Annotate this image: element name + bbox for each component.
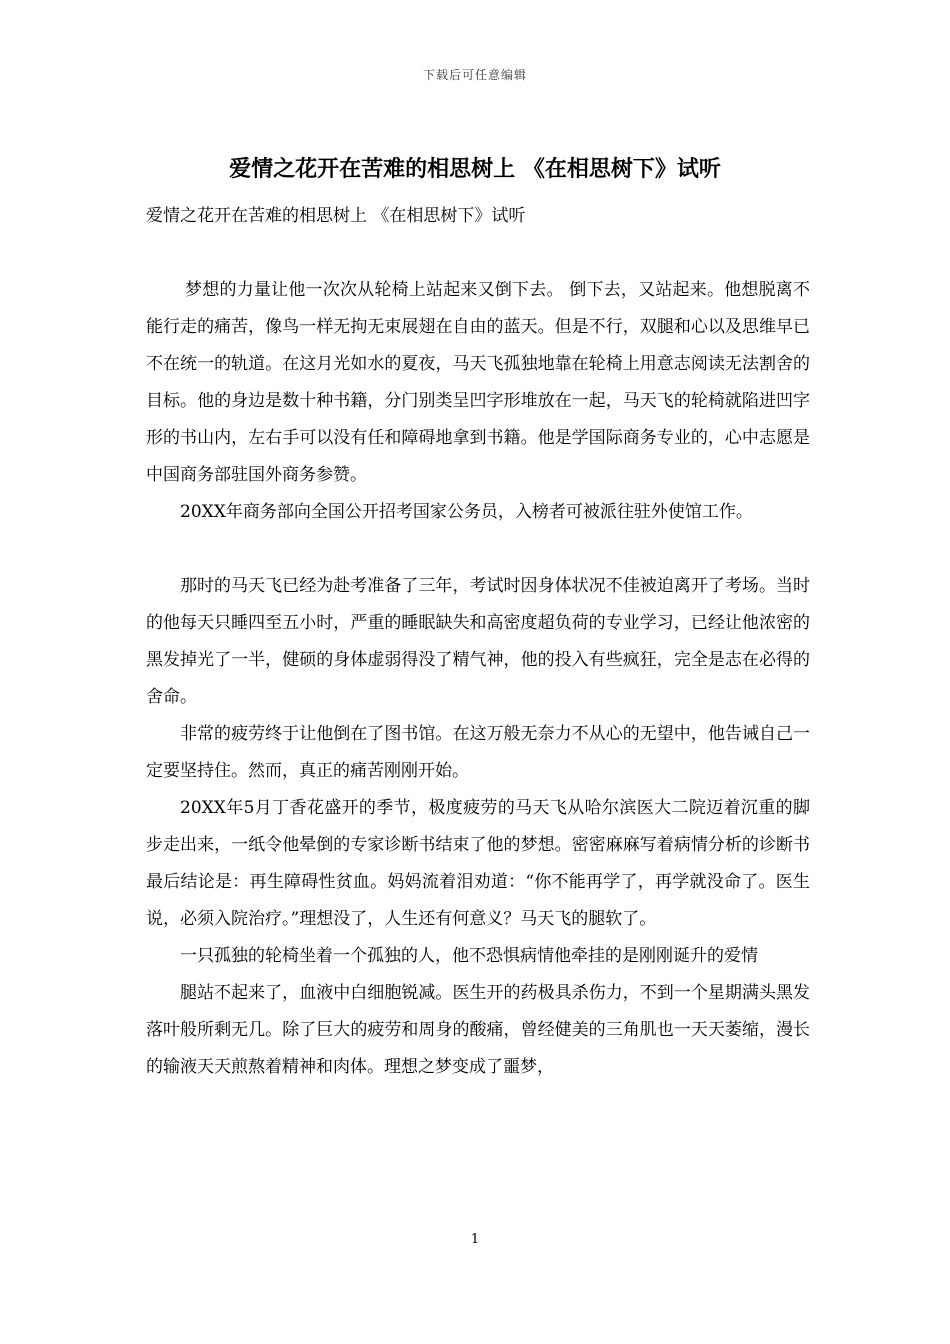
paragraph-5: 20XX年5月丁香花盛开的季节，极度疲劳的马天飞从哈尔滨医大二院迈着沉重的脚步走出来，一纸令他晕倒的专家诊断书结束了他的梦想。密密麻麻写着病情分析的诊断书最后结论是：再生障碍性贫血。妈妈流着泪劝道：“你不能再学了，再学就没命了。医生说，必须入院治疗。”理想没了，人生还有何意义？马天飞的腿软了。 (146, 798, 810, 929)
document-body (146, 198, 810, 1086)
paragraph-2: 20XX年商务部向全国公开招考国家公务员，入榜者可被派往驻外使馆工作。 (180, 502, 753, 522)
paragraph-7: 腿站不起来了，血液中白细胞锐减。医生开的药极具杀伤力，不到一个星期满头黑发落叶般所剩无几。除了巨大的疲劳和周身的酸痛，曾经健美的三角肌也一天天萎缩，漫长的输液天天煎熬着精神和肉体。理想之梦变成了噩梦， (146, 983, 810, 1077)
paragraph-4: 非常的疲劳终于让他倒在了图书馆。在这万般无奈力不从心的无望中，他告诫自己一定要坚持住。然而，真正的痛苦刚刚开始。 (146, 724, 810, 781)
subtitle: 爱情之花开在苦难的相思树上 《在相思树下》试听 (146, 206, 526, 226)
paragraph-3: 那时的马天飞已经为赴考准备了三年，考试时因身体状况不佳被迫离开了考场。当时的他每天只睡四至五小时，严重的睡眠缺失和高密度超负荷的专业学习，已经让他浓密的黑发掉光了一半，健硕的身体虚弱得没了精气神，他的投入有些疯狂，完全是志在必得的舍命。 (146, 576, 810, 707)
spacer (146, 235, 810, 272)
paragraph-1: 梦想的力量让他一次次从轮椅上站起来又倒下去。 倒下去，又站起来。他想脱离不能行走的痛苦，像鸟一样无拘无束展翅在自由的蓝天。但是不行，双腿和心以及思维早已不在统一的轨道。在这月光如水的夏夜，马天飞孤独地靠在轮椅上用意志阅读无法割舍的目标。他的身边是数十种书籍，分门别类呈凹字形堆放在一起，马天飞的轮椅就陷进凹字形的书山内，左右手可以没有任和障碍地拿到书籍。他是学国际商务专业的，心中志愿是中国商务部驻国外商务参赞。 (146, 280, 810, 485)
paragraph-6: 一只孤独的轮椅坐着一个孤独的人，他不恐惧病情他牵挂的是刚刚诞升的爱情 (180, 946, 758, 966)
spacer (146, 531, 810, 568)
page-number: 1 (470, 1232, 480, 1247)
header-note: 下载后可任意编辑 (422, 68, 527, 82)
document-title: 爱情之花开在苦难的相思树上 《在相思树下》试听 (229, 157, 721, 182)
